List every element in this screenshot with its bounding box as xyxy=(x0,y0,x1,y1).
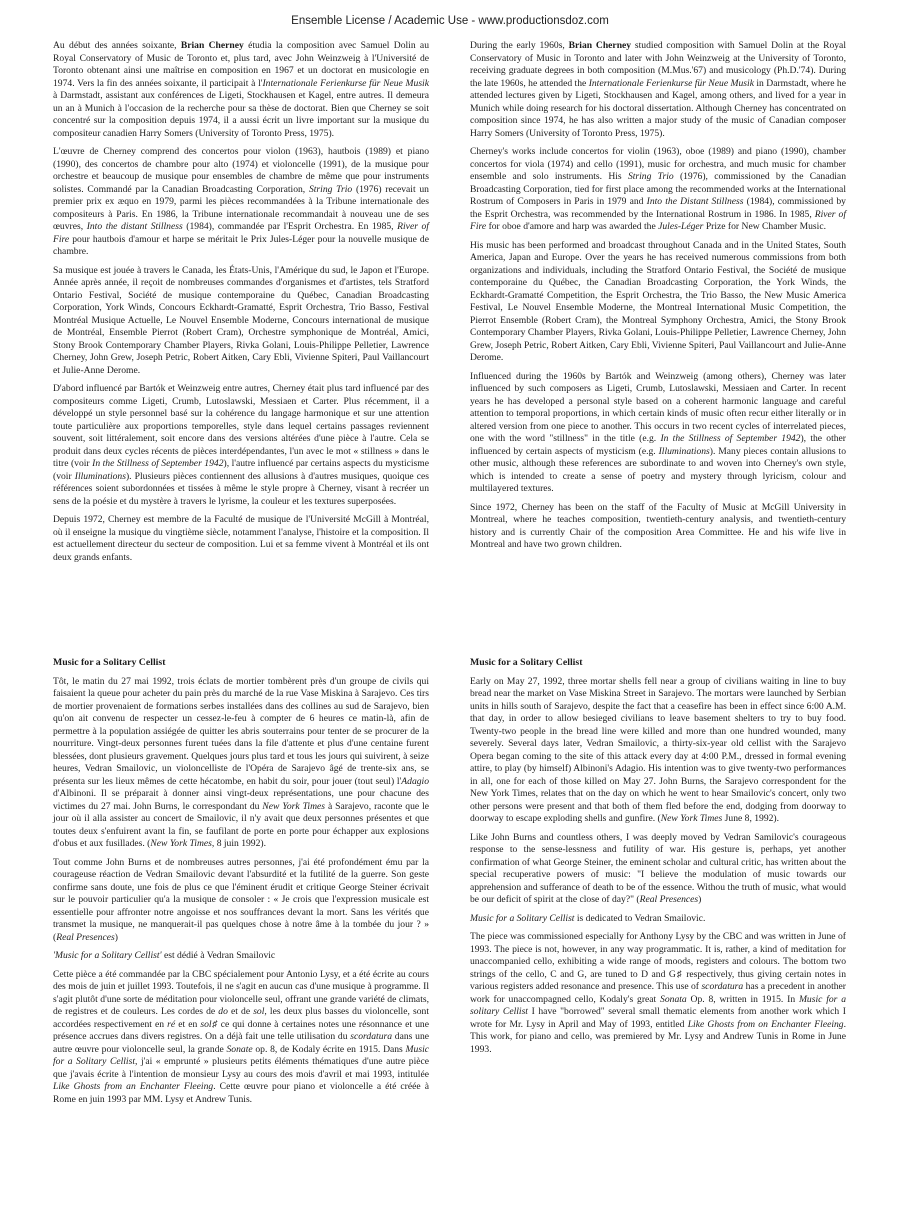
text-run: is dedicated to Vedran Smailovic. xyxy=(574,912,706,924)
text-run: His music has been performed and broadcast throughout Canada and in the United States, South America, Japan and Europe. Over the years he has received numerous commissions from both organizations and individuals, including the Stratford Ontario Festival, the Société de musique contemporaine du Québec, the Canadian Broadcasting Corporation, the York Winds, the Eckhardt-Gramatté Competition, the Esprit Orchestra, the Trio Basso, the New Music America Festival, Le Nouvel Ensemble Moderne, the Montreal International Music Competition, the Pierrot Ensemble (Robert Cram), the Montreal Symphony Orchestra, Amici, the Stony Brook Contemporary Chamber Players, Rivka Golani, Louis-Philippe Pelletier, Lawrence Cherney, John Grew, Joseph Petric, Robert Aitken, Cary Ebli, Vivienne Spiteri, Paul Vaillancourt and Julie-Anne Derome. xyxy=(470,239,846,363)
english-section-title: Music for a Solitary Cellist xyxy=(470,657,583,668)
paragraph xyxy=(470,40,846,140)
text-run: (1976), commissioned by the Canadian Broadcasting Corporation, tied for first place among the recommended works at the International Rostrum of Composers in Paris in 1979 and xyxy=(470,171,846,207)
text-run: (1976) recevait un premier prix ex æquo en 1979, parmi les pièces recommandées à la Tribune internationale des compositeurs à Paris. En 1986, la Tribune internationale recommandait à nouveau une de ses œuvres, xyxy=(53,183,429,232)
text-run: ce qui donne à certaines notes une résonnance et une présence accrues dans divers registres. On a déjà fait une telle utilisation du xyxy=(53,1018,429,1042)
italic-text: Sonata xyxy=(660,993,687,1005)
text-run: (1984), commandée par l'Esprit Orchestra. En 1985, xyxy=(182,221,398,232)
text-run: Early on May 27, 1992, three mortar shells fell near a group of civilians waiting in line to buy bread near the market on Vase Miskina Street in Sarajevo. The mortars were launched by Serbian units in hills south of Sarajevo, despite the fact that a ceasefire has been in effect since 6:00 A.M. that day, in order to allow besieged civilians to leave basement shelters to try to buy food. Twenty-two people in the bread line were killed and more than one hundred wounded, many severely. Several days later, Vedran Smailovic, a thirty-six-year old cellist with the Sarajevo Opera began coming to the site of this attack every day at 4:00 P.M., dressed in formal evening attire, to play (by himself) Albinoni's Adagio. His intention was to give twenty-two performances in all, one for each of those killed on May 27. John Burns, the Sarajevo correspondent for the New York Times, relates that on the day on which he went to hear Smailovic's concert, only two other persons were present and that both of them fled before the end, dodging from doorway to doorway to escape exploding shells and gunfire. ( xyxy=(470,675,846,824)
text-run: Cette pièce a été commandée par la CBC spécialement pour Antonio Lysy, et a été écrite au cours des mois de juin et juillet 1993. Toutefois, il ne s'agit en aucun cas d'une musique à programme. Il s'agit plutôt d'une sorte de méditation pour violoncelle seul, offrant une grande variété de climats, de registres et de couleurs. Les cordes de xyxy=(53,968,429,1017)
paragraph xyxy=(53,265,429,378)
paragraph xyxy=(53,146,429,259)
text-run: . Cette œuvre pour piano et violoncelle a été créée à Rome en juin 1993 par MM. Lysy et Andrew Tunis. xyxy=(53,1081,429,1105)
text-run: Cherney's works include concertos for violin (1963), oboe (1989) and piano (1990), chamber concertos for viola (1974) and cello (1991), music for orchestra, and much music for chamber ensemble and solo instruments. His xyxy=(470,146,846,182)
paragraph xyxy=(470,931,846,1056)
text-run: (1984), commissioned by the Esprit Orchestra, was recommended by the International Rostrum in 1986. In 1985, xyxy=(470,196,846,220)
paragraph xyxy=(470,240,846,365)
italic-text: Music for a Solitary Cellist xyxy=(53,1043,429,1067)
text-run: The piece was commissioned especially for Anthony Lysy by the CBC and was written in June of 1993. The piece is not, however, in any way programmatic. It is, rather, a kind of meditation for unaccompanied cello, exhibiting a wide range of moods, registers and colours. The bottom two strings of the cello, C and G, are tuned to D and G♯ respectively, thus giving certain notes in various registers added resonance and presence. This use of xyxy=(470,931,846,992)
italic-text: New York Times xyxy=(150,838,212,849)
paragraph xyxy=(53,950,429,963)
italic-text: sol♯ xyxy=(200,1018,218,1030)
text-run: Like John Burns and countless others, I was deeply moved by Vedran Samilovic's courageous response to the sense-lessness and futility of war. His gesture is, perhaps, yet another confirmation of what George Steiner, the eminent scholar and cultural critic, has written about the special recuperative powers of music: "I believe the modulation of music towards our apprehension and sufferance of death to be of the essence. Withou the truth of music, what would be our deficit of spirit at the close of day?" ( xyxy=(470,831,846,905)
italic-text: Adagio xyxy=(401,775,429,787)
text-run: Depuis 1972, Cherney est membre de la Faculté de musique de l'Université McGill à Montréal, où il enseigne la musique du vingtième siècle, notamment l'analyse, l'histoire et la composition. Il est actuellement directeur du secteur de composition. Lui et sa femme vivent à Montréal et ils ont deux grands enfants. xyxy=(53,514,429,563)
paragraph xyxy=(470,676,846,826)
text-run: Influenced during the 1960s by Bartók and Weinzweig (among others), Cherney was later influenced by such composers as Ligeti, Crumb, Lutoslawski, Messiaen and Carter. In recent years he has developed a personal style based on a coherent harmonic language and careful attention to temporal proportions, in which certain kinds of music often recur either literally or in altered version from one piece to another. This occurs in two recent cycles of interrelated pieces, one with the word "stillness" in the title (e.g. xyxy=(470,370,846,444)
text-run: et de xyxy=(227,1006,254,1017)
paragraph xyxy=(470,913,846,926)
text-run: Prize for New Chamber Music. xyxy=(703,221,826,232)
italic-text: Sonate xyxy=(226,1043,253,1055)
italic-text: Illuminations xyxy=(658,445,710,457)
paragraph xyxy=(470,502,846,552)
text-run: pour hautbois d'amour et harpe se méritait le Prix Jules-Léger pour la nouvelle musique de chambre. xyxy=(53,233,429,257)
italic-text: Into the distant Stillness xyxy=(86,221,183,232)
text-run: ), the other influenced by certain aspects of mysticism (e.g. xyxy=(470,433,846,457)
italic-text: In the Stillness of September 1942 xyxy=(92,458,224,469)
text-run: à Darmstadt, assistant aux conférences de Ligeti, Stockhausen et Kagel, entre autres. Il demeura un an à Munich à l'occasion de la recherche pour sa thèse de doctorat. Bien que Cherney se soit concentré sur la composition depuis 1974, il a aussi écrit un livre important sur la musique du compositeur canadien Harry Somers (University of Toronto Press, 1975). xyxy=(53,90,429,139)
text-run: Since 1972, Cherney has been on the staff of the Faculty of Music at McGill University in Montreal, where he teaches composition, twentieth-century analysis, and twentieth-century history and is currently Chair of the composition Area Committee. He and his wife live in Montreal and have two grown children. xyxy=(470,501,846,550)
paragraph xyxy=(53,857,429,945)
french-program-body xyxy=(53,676,429,1107)
paragraph xyxy=(470,832,846,907)
text-run: est dédié à Vedran Smailovic xyxy=(161,950,276,961)
text-run: ). Many pieces contain allusions to other music, although these references are subordinate to and woven into Cherney's own style, which is intended to create a sense of poetry and mystery through lyricism, colour and multilayered textures. xyxy=(470,445,846,494)
english-program-note xyxy=(470,657,846,1062)
italic-text: New York Times xyxy=(660,813,723,824)
italic-text: New York Times xyxy=(262,800,325,812)
text-run: , les deux plus basses du violoncelle, sont accordées respectivement en xyxy=(53,1006,429,1030)
italic-text: ré xyxy=(167,1018,176,1030)
italic-text: scordatura xyxy=(350,1031,393,1042)
italic-text: Internationale Ferienkurse für Neue Musik xyxy=(262,77,429,89)
italic-text: Real Presences xyxy=(56,931,115,943)
text-run: Sa musique est jouée à travers le Canada, les États-Unis, l'Amérique du sud, le Japon et l'Europe. Année après année, il reçoit de nombreuses commandes d'organismes et d'artistes, tels Stratford Ontario Festival, Société de musique contemporaine du Québec, Canadian Broadcasting Corporation, York Winds, Concours Eckhardt-Gramatté, Esprit Orchestra, Trio Basso, Festival Montréal Musique Actuelle, Le Nouvel Ensemble Moderne, Concours international de musique de Montréal, Ensemble Pierrot (Robert Cram), Orchestre symphonique de Montréal, Amici, Stony Brook Contemporary Chamber Players, Rivka Golani, Louis-Philippe Pelletier, Lawrence Cherney, John Grew, Joseph Petric, Robert Aitken, Cary Ebli, Vivienne Spiteri, Paul Vaillancourt et Julie-Anne Derome. xyxy=(53,264,429,376)
paragraph xyxy=(470,371,846,496)
text-run: for oboe d'amore and harp was awarded the xyxy=(486,221,659,232)
text-run: I have "borrowed" several small thematic elements from another work which I wrote for Mr. Lysy in April and May of 1993, entitled xyxy=(470,1006,846,1030)
italic-text: In the Stillness of September 1942 xyxy=(660,433,801,444)
text-run: , 8 juin 1992). xyxy=(211,838,266,849)
italic-text: String Trio xyxy=(627,171,674,182)
italic-text: Like Ghosts from on Enchanter Fleeing xyxy=(687,1018,844,1030)
text-run: d'Albinoni. Il se préparait à donner ainsi vingt-deux représentations, une pour chacune des victimes du 27 mai. John Burns, le correspondant du xyxy=(53,788,429,812)
italic-text: Music for a solitary Cellist xyxy=(470,993,847,1017)
paragraph xyxy=(53,676,429,851)
text-run: étudia la composition avec Samuel Dolin au Royal Conservatory of Music de Toronto et, plus tard, avec John Weinzweig à l'Université de Toronto obtenant ainsi une maîtrise en composition en 1967 et un doctorat en musicologie en 1974. Vers la fin des années soixante, il participait à l' xyxy=(53,40,429,89)
italic-text: 'Music for a Solitary Cellist' xyxy=(53,950,162,961)
text-run: à Sarajevo, raconte que le jour où il alla assister au concert de Smailovic, il n'y avait que deux personnes présentes et que toutes deux s'enfuirent avant la fin, se faufilant de porte en porte pour échapper aux explosions d'obus et aux fusillades. ( xyxy=(53,800,430,849)
paragraph xyxy=(53,383,429,508)
text-run: ). Plusieurs pièces contiennent des allusions à d'autres musiques, quoique ces références soient subordonnées et tissées à même le style propre à Cherney, visant à recréer un sens de la poésie et du mystère à travers le lyrisme, la couleur et les textures superposées. xyxy=(53,470,429,507)
italic-text: scordatura xyxy=(701,981,744,992)
text-run: . This work, for piano and cello, was premiered by Mr. Lysy and Andrew Tunis in Rome in June 1993. xyxy=(470,1018,846,1055)
italic-text: Jules-Léger xyxy=(658,221,704,232)
text-run: has a precedent in another work for unaccompagned cello, Kodaly's great xyxy=(470,981,846,1005)
italic-text: sol xyxy=(253,1006,265,1017)
text-run: ), l'autre influencé par certains aspects du mysticisme (voir xyxy=(53,458,429,482)
text-run: studied composition with Samuel Dolin at the Royal Conservatory of Music in Toronto and later with John Weinzweig at the University of Toronto, receiving graduate degrees in both composition (M.Mus.'67) and musicology (Ph.D.'74). During the late 1960s, he attended the xyxy=(470,40,846,89)
paragraph xyxy=(53,969,429,1107)
french-section-title: Music for a Solitary Cellist xyxy=(53,657,166,668)
page-header: Ensemble License / Academic Use - www.productionsdoz.com xyxy=(291,15,609,27)
italic-text: Music for a Solitary Cellist xyxy=(470,912,575,924)
text-run: June 8, 1992). xyxy=(722,813,780,824)
text-run: Tout comme John Burns et de nombreuses autres personnes, j'ai été profondément ému par la courageuse réaction de Vedran Smailovic devant l'absurdité et la futilité de la guerre. Son geste confirme sans doute, une fois de plus ce que l'éminent érudit et critique George Steiner écrivait sur le pouvoir particulier qu'a la musique de consoler : « Je crois que l'expression musicale est essentielle pour affronter notre angoisse et nos souffrances devant la mort. Sans les vérités que transmet la musique, ne manquerait-il pas quelques chose à notre âme à la tombée du jour ? » ( xyxy=(53,856,429,943)
text-run: , j'ai « emprunté » plusieurs petits éléments thématiques d'une autre pièce que j'avais écrite à l'intention de monsieur Lysy au cours des mois d'avril et mai 1993, intitulée xyxy=(53,1056,430,1080)
bold-text: Brian Cherney xyxy=(568,40,632,51)
english-biography xyxy=(470,40,846,558)
text-run: dans une autre œuvre pour violoncelle seul, la grande xyxy=(53,1031,429,1055)
text-run: in Darmstadt, where he attended lectures given by Ligeti, Stockhausen and Kagel, among others, and lived for a year in Munich while doing research for his doctoral dissertation. Although Cherney has concentrated on composition since 1974, he has also written a major study of the music of Canadian composer Harry Somers (University of Toronto Press, 1975). xyxy=(470,77,846,139)
italic-text: Real Presences xyxy=(639,894,699,905)
french-biography xyxy=(53,40,429,570)
italic-text: Illuminations xyxy=(74,470,126,482)
french-program-note xyxy=(53,657,429,1112)
paragraph xyxy=(470,146,846,234)
text-run: During the early 1960s, xyxy=(470,40,569,51)
text-run: op. 8, de Kodaly écrite en 1915. Dans xyxy=(252,1043,406,1055)
italic-text: Into the Distant Stillness xyxy=(646,196,744,207)
text-run: Tôt, le matin du 27 mai 1992, trois éclats de mortier tombèrent près d'un groupe de civils qui faisaient la queue pour acheter du pain près du marché de la rue Vase Miskina à Sarajevo. Ces tirs de mortier provenaient de formations serbes installées dans des collines au sud de Sarajevo, bien qu'on ait convenu de respecter un cessez-le-feu à compter de 6 heures ce matin-là, afin de permettre à la population assiégée de quitter les abris souterrains pour tenter de se procurer de la nourriture. Vingt-deux personnes furent tuées dans la file d'attente et plus d'une centaine furent blessées, dont plusieurs gravement. Quelques jours plus tard et tous les jours qui suivirent, à seize heures, Vedran Smailovic, un violoncelliste de l'Opéra de Sarajevo âgé de trente-six ans, se présenta sur les lieux mêmes de cette hécatombe, en habit du soir, pour jouer (tout seul) l' xyxy=(53,675,429,787)
paragraph xyxy=(53,514,429,564)
english-program-body xyxy=(470,676,846,1057)
italic-text: Like Ghosts from an Enchanter Fleeing xyxy=(53,1081,214,1092)
text-run: Op. 8, written in 1915. In xyxy=(686,993,799,1005)
text-run: D'abord influencé par Bartók et Weinzweig entre autres, Cherney était plus tard influencé par des compositeurs comme Ligeti, Crumb, Lutoslawski, Messiaen et Carter. Plus récemment, il a développé un style personnel basé sur la cohérence du langage harmonique et sur une attention toute particulière aux proportions temporelles, style dans lequel certains passages reviennent souvent, soit littéralement, soit encore dans des versions altérées d'une pièce à l'autre. Cela se produit dans deux cycles récents de pièces interdépendantes, l'un avec le mot « stillness » dans le titre (voir xyxy=(53,383,429,469)
text-run: ) xyxy=(114,931,118,943)
text-run: et en xyxy=(175,1018,201,1030)
paragraph xyxy=(53,40,429,140)
italic-text: String Trio xyxy=(308,183,353,195)
text-run: Au début des années soixante, xyxy=(53,40,181,51)
italic-text: do xyxy=(218,1006,228,1017)
text-run: L'œuvre de Cherney comprend des concertos pour violon (1963), hautbois (1989) et piano (1990), des concertos de chambre pour alto (1974) et violoncelle (1991), de la musique pour orchestre et beaucoup de musique pour ensembles de chambre de même que pour instruments solistes. Commandé par la Canadian Broadcasting Corporation, xyxy=(53,146,429,195)
text-run: ) xyxy=(698,894,702,905)
bold-text: Brian Cherney xyxy=(180,40,244,51)
italic-text: Internationale Ferienkurse für Neue Musik xyxy=(588,77,754,89)
italic-text: River of Fire xyxy=(470,208,847,232)
italic-text: River of Fire xyxy=(53,221,429,245)
